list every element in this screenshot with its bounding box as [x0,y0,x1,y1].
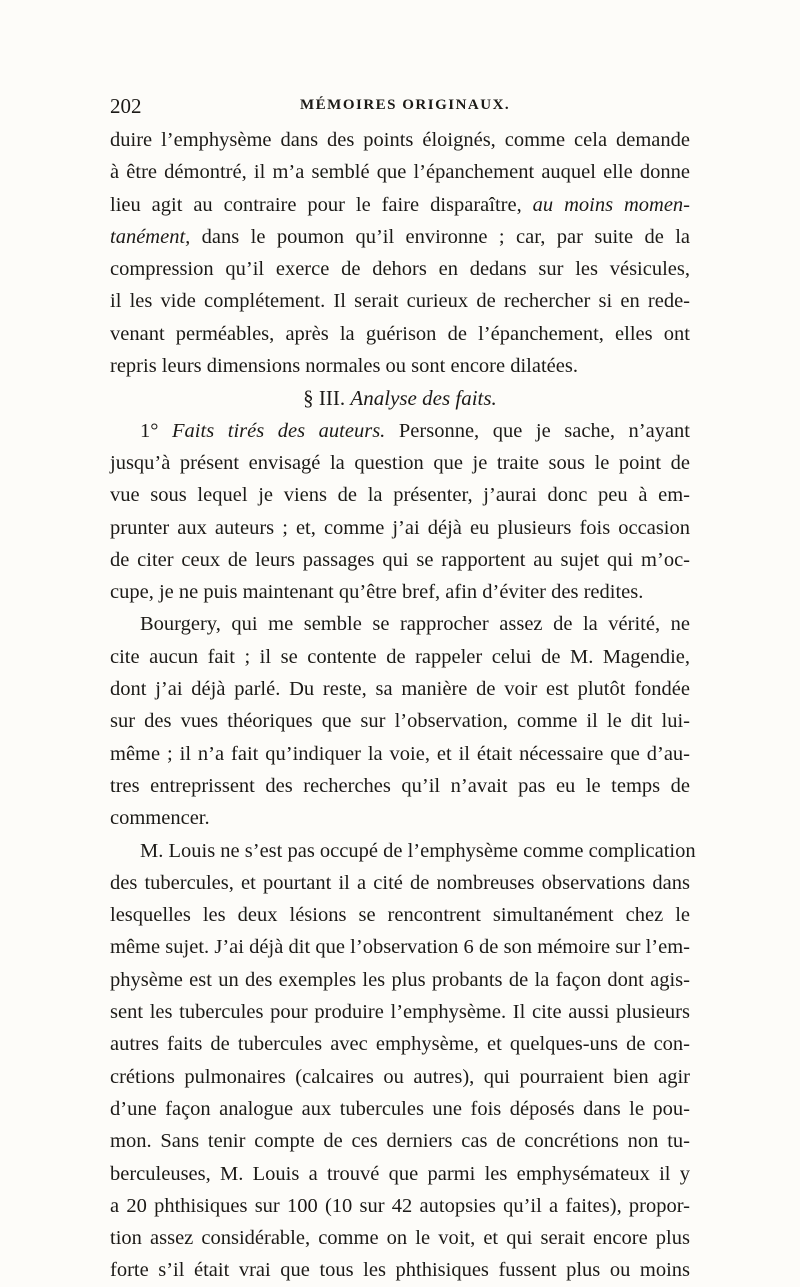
text-line: jusqu’à présent envisagé la question que je traite sous le point de [110,451,690,474]
body-text [110,124,696,1287]
text-line: même sujet. J’ai déjà dit que l’observation 6 de son mémoire sur l’em- [110,936,690,959]
italic-run: Faits tirés des auteurs. [172,419,386,442]
italic-run: au moins momen- [532,193,691,216]
text-line: repris leurs dimensions normales ou sont encore dilatées. [110,355,578,378]
text-line: duire l’emphysème dans des points éloignés, comme cela demande [110,129,690,151]
text-line: berculeuses, M. Louis a trouvé que parmi les emphysémateux il y [110,1162,690,1185]
running-head: MÉMOIRES ORIGINAUX. [300,97,511,113]
text-line: vue sous lequel je viens de la présenter, j’aurai donc peu à em- [110,484,690,507]
text-line: tion assez considérable, comme on le voit, et qui serait encore plus [110,1227,690,1250]
text-line: a 20 phthisiques sur 100 (10 sur 42 autopsies qu’il a faites), propor- [110,1194,690,1217]
text-line: crétions pulmonaires (calcaires ou autres), qui pourraient bien agir [110,1065,690,1088]
text-line: de citer ceux de leurs passages qui se rapportent au sujet qui m’oc- [110,548,690,571]
text-line: dont j’ai déjà parlé. Du reste, sa manière de voir est plutôt fondée [110,678,690,701]
text-line [110,189,690,221]
section-heading [110,382,690,414]
page-header [110,94,690,124]
paragraph-3 [110,608,690,834]
text-line: venant perméables, après la guérison de l’épanchement, elles ont [110,322,690,345]
text-line: même ; il n’a fait qu’indiquer la voie, et il était nécessaire que d’au- [110,742,690,765]
section-title: Analyse des faits. [350,386,497,411]
text-line: compression qu’il exerce de dehors en dedans sur les vésicules, [110,258,690,281]
page-number: 202 [110,94,142,118]
text-line: tres entreprissent des recherches qu’il n’avait pas eu le temps de [110,774,690,797]
text-line [110,415,690,447]
text-run: lieu agit au contraire pour le faire disparaître, [110,193,533,216]
paragraph-4 [110,835,696,1287]
text-line: à être démontré, il m’a semblé que l’épanchement auquel elle donne [110,161,690,184]
italic-run: tanément, [110,225,191,248]
text-line: cite aucun fait ; il se contente de rappeler celui de M. Magendie, [110,645,690,668]
text-line: sent les tubercules pour produire l’emphysème. Il cite aussi plusieurs [110,1001,690,1024]
text-run: 1° [140,419,173,442]
text-line: des tubercules, et pourtant il a cité de nombreuses observations dans [110,871,690,894]
text-line: Bourgery, qui me semble se rapprocher assez de la vérité, ne [140,613,690,636]
text-run: dans le poumon qu’il environne ; car, par suite de la [190,225,690,248]
text-line: d’une façon analogue aux tubercules une fois déposés dans le pou- [110,1097,690,1120]
text-line: forte s’il était vrai que tous les phthisiques fussent plus ou moins [110,1259,690,1282]
text-line: sur des vues théoriques que sur l’observation, comme il le dit lui- [110,710,690,733]
paragraph-2 [110,415,690,609]
text-line: physème est un des exemples les plus probants de la façon dont agis- [110,968,690,991]
section-number: § III. [303,386,346,411]
text-run: Personne, que je sache, n’ayant [385,419,690,442]
paragraph-1 [110,124,690,382]
text-line: prunter aux auteurs ; et, comme j’ai déjà eu plusieurs fois occasion [110,516,690,539]
text-line: cupe, je ne puis maintenant qu’être bref, afin d’éviter des redites. [110,581,644,604]
text-line: commencer. [110,807,210,830]
text-line: il les vide complétement. Il serait curieux de rechercher si en rede- [110,290,690,313]
text-line: lesquelles les deux lésions se rencontrent simultanément chez le [110,904,690,927]
text-line: autres faits de tubercules avec emphysème, et quelques-uns de con- [110,1033,690,1056]
text-line: mon. Sans tenir compte de ces derniers cas de concrétions non tu- [110,1130,690,1153]
text-line: M. Louis ne s’est pas occupé de l’emphysème comme complication [140,839,696,862]
text-line [110,221,690,253]
